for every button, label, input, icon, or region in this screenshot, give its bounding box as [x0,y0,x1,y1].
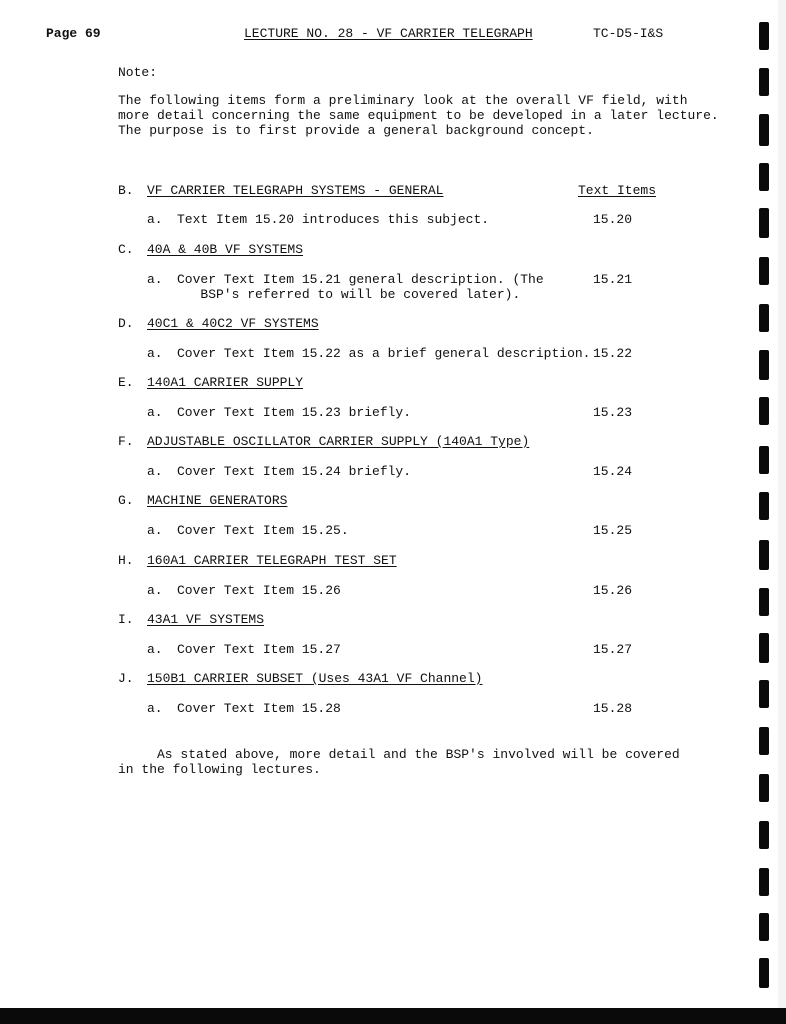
text-item-ref: 15.25 [593,523,633,538]
binder-hole [759,727,769,755]
page-edge [778,0,786,1024]
item-letter: a. [147,346,163,361]
text-item-ref: 15.27 [593,642,633,657]
item-text: Cover Text Item 15.28 [177,701,341,716]
item-text: Cover Text Item 15.27 [177,642,341,657]
binder-hole [759,633,769,663]
note-line: more detail concerning the same equipment to be developed in a later lecture. [118,108,719,123]
binder-hole [759,588,769,616]
binder-hole [759,22,769,50]
section-title: VF CARRIER TELEGRAPH SYSTEMS - GENERAL [147,183,444,198]
closing-line: in the following lectures. [118,762,321,777]
section-letter: C. [118,242,134,257]
binder-hole [759,446,769,474]
note-label: Note: [118,65,158,80]
text-item-ref: 15.24 [593,464,633,479]
item-letter: a. [147,642,163,657]
item-text: Cover Text Item 15.22 as a brief general description. [177,346,591,361]
binder-hole [759,397,769,425]
section-title: MACHINE GENERATORS [147,493,288,508]
section-letter: D. [118,316,134,331]
binder-hole [759,114,769,146]
text-item-ref: 15.22 [593,346,633,361]
binder-hole [759,257,769,285]
binder-hole [759,68,769,96]
document-code: TC-D5-I&S [593,26,664,41]
section-title: 160A1 CARRIER TELEGRAPH TEST SET [147,553,397,568]
item-letter: a. [147,272,163,287]
binder-hole [759,540,769,570]
item-letter: a. [147,701,163,716]
page-number: Page 69 [46,26,101,41]
text-item-ref: 15.21 [593,272,633,287]
binder-hole [759,958,769,988]
section-letter: J. [118,671,134,686]
section-title: 40C1 & 40C2 VF SYSTEMS [147,316,319,331]
section-letter: G. [118,493,134,508]
closing-line: As stated above, more detail and the BSP's involved will be covered [118,747,680,762]
section-title: 150B1 CARRIER SUBSET (Uses 43A1 VF Channel) [147,671,483,686]
item-text: Cover Text Item 15.24 briefly. [177,464,412,479]
text-item-ref: 15.28 [593,701,633,716]
section-letter: I. [118,612,134,627]
section-letter: B. [118,183,134,198]
section-title: 43A1 VF SYSTEMS [147,612,265,627]
text-item-ref: 15.20 [593,212,633,227]
item-text: Cover Text Item 15.23 briefly. [177,405,412,420]
binder-hole [759,774,769,802]
text-item-ref: 15.26 [593,583,633,598]
note-line: The following items form a preliminary look at the overall VF field, with [118,93,688,108]
item-text: Cover Text Item 15.25. [177,523,349,538]
section-title: 40A & 40B VF SYSTEMS [147,242,304,257]
section-letter: F. [118,434,134,449]
binder-hole [759,350,769,380]
section-letter: H. [118,553,134,568]
binder-hole [759,821,769,849]
item-text: Text Item 15.20 introduces this subject. [177,212,490,227]
binder-hole [759,492,769,520]
binder-hole [759,913,769,941]
text-items-header: Text Items [578,183,657,198]
item-text: BSP's referred to will be covered later). [177,287,521,302]
section-title: ADJUSTABLE OSCILLATOR CARRIER SUPPLY (140A1 Type) [147,434,530,449]
binder-hole [759,304,769,332]
item-letter: a. [147,405,163,420]
item-letter: a. [147,523,163,538]
item-text: Cover Text Item 15.26 [177,583,341,598]
binder-hole [759,208,769,238]
item-letter: a. [147,464,163,479]
item-letter: a. [147,212,163,227]
text-item-ref: 15.23 [593,405,633,420]
binder-hole [759,868,769,896]
scan-bottom-edge [0,1008,786,1024]
section-title: 140A1 CARRIER SUPPLY [147,375,304,390]
note-line: The purpose is to first provide a general background concept. [118,123,594,138]
section-letter: E. [118,375,134,390]
lecture-title: LECTURE NO. 28 - VF CARRIER TELEGRAPH [244,26,533,41]
binder-hole [759,163,769,191]
item-text: Cover Text Item 15.21 general description. (The [177,272,544,287]
item-letter: a. [147,583,163,598]
binder-hole [759,680,769,708]
